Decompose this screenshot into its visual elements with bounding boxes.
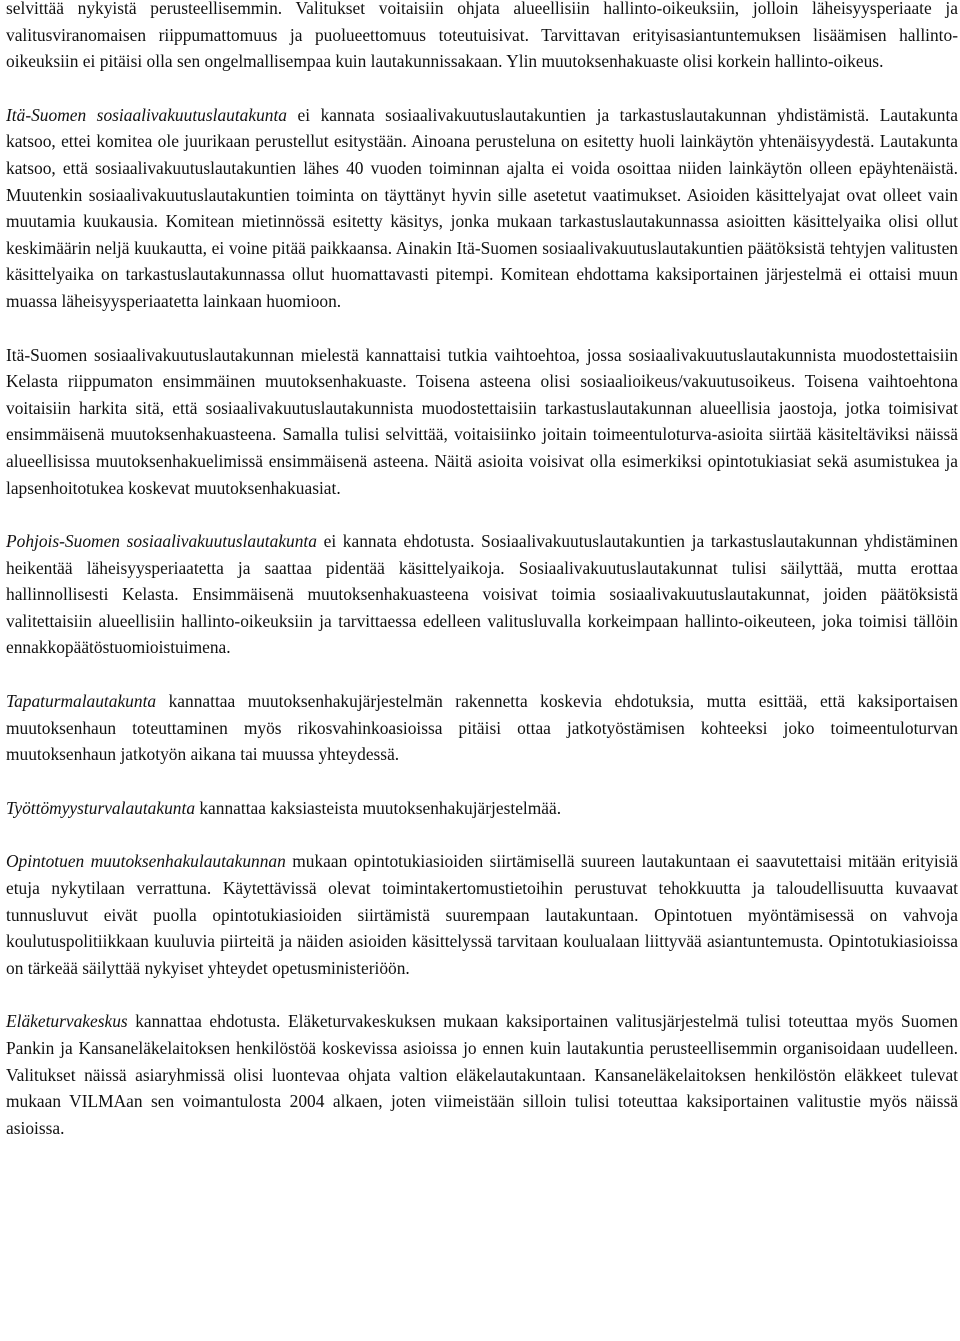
paragraph-tyottomyysturvalautakunta	[6, 795, 958, 822]
paragraph-text: ei kannata ehdotusta. Sosiaalivakuutuslautakuntien ja tarkastuslautakunnan yhdistäminen heikentää läheisyysperiaatetta ja saattaa pidentää käsittelyaikoja. Sosiaalivakuutuslautakunnat tulisi säilyttää, mutta erottaa hallinnollisesti Kelasta. Ensimmäisenä muutoksenhakuasteena voisivat toimia sosiaalivakuutuslautakunnat, joiden päätöksistä valitettaisiin alueellisiin hallinto-oikeuksiin ja tarvittaessa edelleen valitusluvalla korkeimpaan hallinto-oikeuteen, joka toimisi tällöin ennakkopäätöstuomioistuimena.	[6, 531, 958, 658]
paragraph-elaketurvakeskus	[6, 1008, 958, 1141]
document-page	[6, 0, 958, 1168]
paragraph-text: mukaan opintotukiasioiden siirtämisellä suureen lautakuntaan ei saavutettaisi mitään erityisiä etuja nykytilaan verrattuna. Käytettävissä olevat toimintakertomustietoihin perustuvat tehokkuutta ja taloudellisuutta kuvaavat tunnusluvut eivät puolla opintotukiasioiden siirtämistä suurempaan lautakuntaan. Opintotuen myöntämisessä on vahvoja koulutuspolitiikkaan kuuluvia piirteitä ja näiden asioiden käsittelyssä tarvitaan koulualaan liittyvää asiantuntemusta. Opintotukiasioissa on tärkeää säilyttää nykyiset yhteydet opetusministeriöön.	[6, 851, 958, 978]
organization-name: Pohjois-Suomen sosiaalivakuutuslautakunta	[6, 531, 317, 552]
paragraph-ita-suomen-lautakunta	[6, 102, 958, 315]
paragraph-ita-suomen-vaihtoehdot	[6, 342, 958, 502]
paragraph-text: ei kannata sosiaalivakuutuslautakuntien ja tarkastuslautakunnan yhdistämistä. Lautakunta katsoo, ettei komitea ole juurikaan perustellut esitystään. Ainoana perusteluna on esitetty huoli lainkäytön yhtenäisyydestä. Lautakunta katsoo, että sosiaalivakuutuslautakuntien lähes 40 vuoden toiminnan ajalta ei voida osoittaa niiden lainkäytön olleen epäyhtenäistä. Muutenkin sosiaalivakuutuslautakuntien toiminta on täyttänyt hyvin sille asetetut vaatimukset. Asioiden käsittelyajat ovat olleet vain muutamia kuukausia. Komitean mietinnössä esitetty käsitys, jonka mukaan tarkastuslautakunnassa asioitten käsittelyaika olisi ollut keskimäärin neljä kuukautta, ei voine pitää paikkaansa. Ainakin Itä-Suomen sosiaalivakuutuslautakuntien päätöksistä tehtyjen valitusten käsittelyaika on tarkastuslautakunnassa ollut huomattavasti pitempi. Komitean ehdottama kaksiportainen järjestelmä ei ottaisi muun muassa läheisyysperiaatetta lainkaan huomioon.	[6, 104, 958, 311]
organization-name: Eläketurvakeskus	[6, 1011, 128, 1032]
paragraph-tapaturmalautakunta	[6, 688, 958, 768]
paragraph-text: kannattaa ehdotusta. Eläketurvakeskuksen mukaan kaksiportainen valitusjärjestelmä tulisi toteuttaa myös Suomen Pankin ja Kansaneläkelaitoksen henkilöstöä koskevissa asioissa jo ennen kuin lautakuntia perusteellisemmin organisoidaan uudelleen. Valitukset näissä asiaryhmissä olisi luontevaa ohjata valtion eläkelautakuntaan. Kansaneläkelaitoksen henkilöstön eläkkeet tulevat mukaan VILMAan sen voimantulosta 2004 alkaen, joten viimeistään silloin tulisi toteuttaa kaksiportainen valitustie myös näissä asioissa.	[6, 1011, 958, 1138]
paragraph-text: kannattaa muutoksenhakujärjestelmän rakennetta koskevia ehdotuksia, mutta esittää, että kaksiportaisen muutoksenhaun toteuttaminen myös rikosvahinkoasioissa pitäisi ottaa jatkotyöstämisen kohteeksi joko toimeentuloturvan muutoksenhaun jatkotyön aikana tai muussa yhteydessä.	[6, 691, 958, 765]
organization-name: Työttömyysturvalautakunta	[6, 797, 196, 818]
paragraph-text: Itä-Suomen sosiaalivakuutuslautakunnan mielestä kannattaisi tutkia vaihtoehtoa, jossa sosiaalivakuutuslautakunnista muodostettaisiin Kelasta riippumaton ensimmäinen muutoksenhakuaste. Toisena asteena olisi sosiaalioikeus/vakuutusoikeus. Toisena vaihtoehtona voitaisiin harkita sitä, että sosiaalivakuutuslautakunnista muodostettaisiin tarkastuslautakunnan alueellisia jaostoja, jotka toimisivat ensimmäisenä muutoksenhakuasteena. Samalla tulisi selvittää, voitaisiinko joitain toimeentuloturva-asioita siirtää käsiteltäviksi näissä alueellisissa muutoksenhakuelimissä ensimmäisenä asteena. Näitä asioita voisivat olla esimerkiksi opintotukiasiat sekä asumistukea ja lapsenhoitotukea koskevat muutoksenhakuasiat.	[6, 344, 958, 498]
paragraph-opintotuen-lautakunta	[6, 848, 958, 981]
organization-name: Tapaturmalautakunta	[6, 691, 157, 712]
paragraph-text: kannattaa kaksiasteista muutoksenhakujärjestelmää.	[195, 797, 562, 818]
organization-name: Opintotuen muutoksenhakulautakunnan	[6, 851, 286, 872]
organization-name: Itä-Suomen sosiaalivakuutuslautakunta	[6, 104, 288, 125]
paragraph-pohjois-suomen-lautakunta	[6, 528, 958, 661]
paragraph-text: selvittää nykyistä perusteellisemmin. Valitukset voitaisiin ohjata alueellisiin hallinto-oikeuksiin, jolloin läheisyysperiaate ja valitusviranomaisen riippumattomuus ja puolueettomuus toteutuisivat. Tarvittavan erityisasiantuntemuksen lisäämisen hallinto-oikeuksiin ei pitäisi olla sen ongelmallisempaa kuin lautakunnissakaan. Ylin muutoksenhakuaste olisi korkein hallinto-oikeus.	[6, 0, 958, 72]
paragraph-continuation	[6, 0, 958, 75]
